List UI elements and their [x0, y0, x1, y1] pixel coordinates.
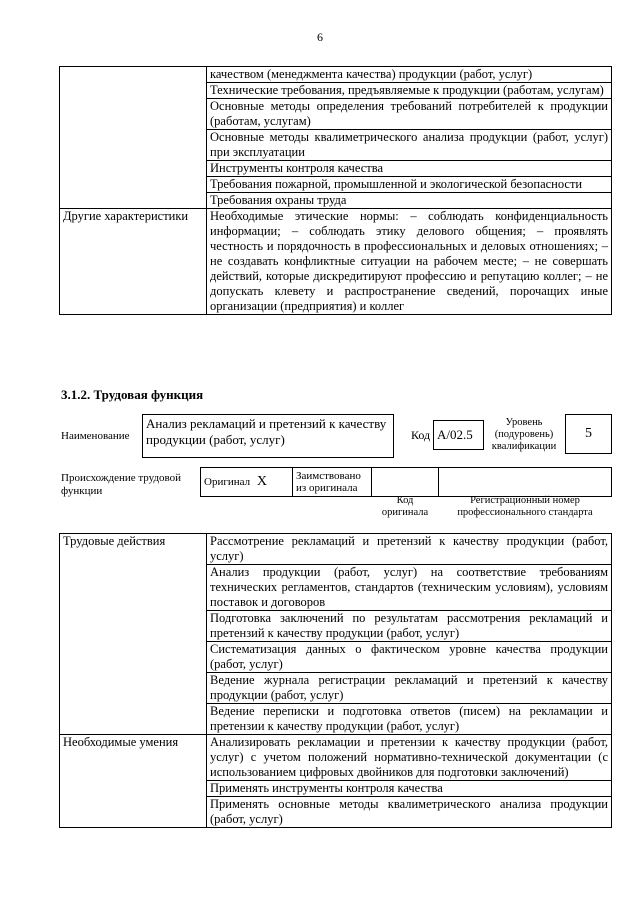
table-cell: Анализировать рекламации и претензии к качеству продукции (работ, услуг) с учетом положений нормативно-технической документации (с использованием цифровых двойников для подготовки заключений): [207, 735, 612, 781]
original-label: Оригинал: [204, 476, 251, 488]
table-cell: Систематизация данных о фактическом уровне качества продукции (работ, услуг): [207, 642, 612, 673]
row-label: Трудовые действия: [60, 534, 207, 735]
level-label: Уровень (подуровень) квалификации: [491, 417, 557, 452]
table-cell: Инструменты контроля качества: [207, 161, 612, 177]
table-row: [60, 67, 612, 83]
table-cell: Основные методы определения требований потребителей к продукции (работам, услугам): [207, 99, 612, 130]
table-cell: качеством (менеджмента качества) продукции (работ, услуг): [207, 67, 612, 83]
table-row: [60, 534, 612, 565]
origin-table: [200, 467, 612, 497]
table-cell: Применять основные методы квалиметрического анализа продукции (работ, услуг): [207, 797, 612, 828]
work-function-table: [59, 533, 612, 828]
registration-number-cell: [439, 468, 612, 497]
table-cell: Применять инструменты контроля качества: [207, 781, 612, 797]
code-value: A/02.5: [433, 420, 484, 450]
page-number: 6: [317, 30, 323, 44]
table-row: [201, 468, 612, 497]
code-caption: Код оригинала: [381, 495, 429, 518]
table-cell: Ведение журнала регистрации рекламаций и претензий к качеству продукции (работ, услуг): [207, 673, 612, 704]
table-cell: Требования пожарной, промышленной и экологической безопасности: [207, 177, 612, 193]
name-label: Наименование: [61, 430, 130, 442]
code-label: Код: [411, 428, 431, 442]
level-value: 5: [565, 414, 612, 454]
table-cell: Необходимые этические нормы: – соблюдать конфиденциальность информации; – соблюдать этику делового общения; – проявлять честность и порядочность в профессиональных и деловых отношениях; – не создавать конфликтные ситуации на рабочем месте; – не совершать действий, которые дискредитируют профессию и репутацию коллег; – не допускать клевету и распространение сведений, порочащих иные организации (предприятия) и коллег: [207, 209, 612, 315]
knowledge-table: [59, 66, 612, 315]
table-cell: Основные методы квалиметрического анализа продукции (работ, услуг) при эксплуатации: [207, 130, 612, 161]
function-name-value: Анализ рекламаций и претензий к качеству продукции (работ, услуг): [142, 414, 394, 458]
row-label: Необходимые умения: [60, 735, 207, 828]
table-cell: Технические требования, предъявляемые к продукции (работам, услугам): [207, 83, 612, 99]
borrowed-label: Заимствовано из оригинала: [293, 468, 372, 497]
registration-caption: Регистрационный номер профессионального стандарта: [457, 495, 593, 518]
row-label: [60, 67, 207, 209]
origin-label: Происхождение трудовой функции: [61, 472, 182, 497]
table-cell: Подготовка заключений по результатам рассмотрения рекламаций и претензий к качеству продукции (работ, услуг): [207, 611, 612, 642]
table-cell: Анализ продукции (работ, услуг) на соответствие требованиям технических регламентов, стандартов (техническим условиям), условиям поставок и договоров: [207, 565, 612, 611]
original-code-cell: [372, 468, 439, 497]
table-cell: Ведение переписки и подготовка ответов (писем) на рекламации и претензии к качеству продукции (работ, услуг): [207, 704, 612, 735]
original-mark: X: [256, 474, 267, 489]
original-cell: [201, 468, 293, 497]
section-heading: 3.1.2. Трудовая функция: [61, 387, 204, 402]
table-cell: Рассмотрение рекламаций и претензий к качеству продукции (работ, услуг): [207, 534, 612, 565]
table-row: [60, 209, 612, 315]
table-row: [60, 735, 612, 781]
row-label: Другие характеристики: [60, 209, 207, 315]
table-cell: Требования охраны труда: [207, 193, 612, 209]
